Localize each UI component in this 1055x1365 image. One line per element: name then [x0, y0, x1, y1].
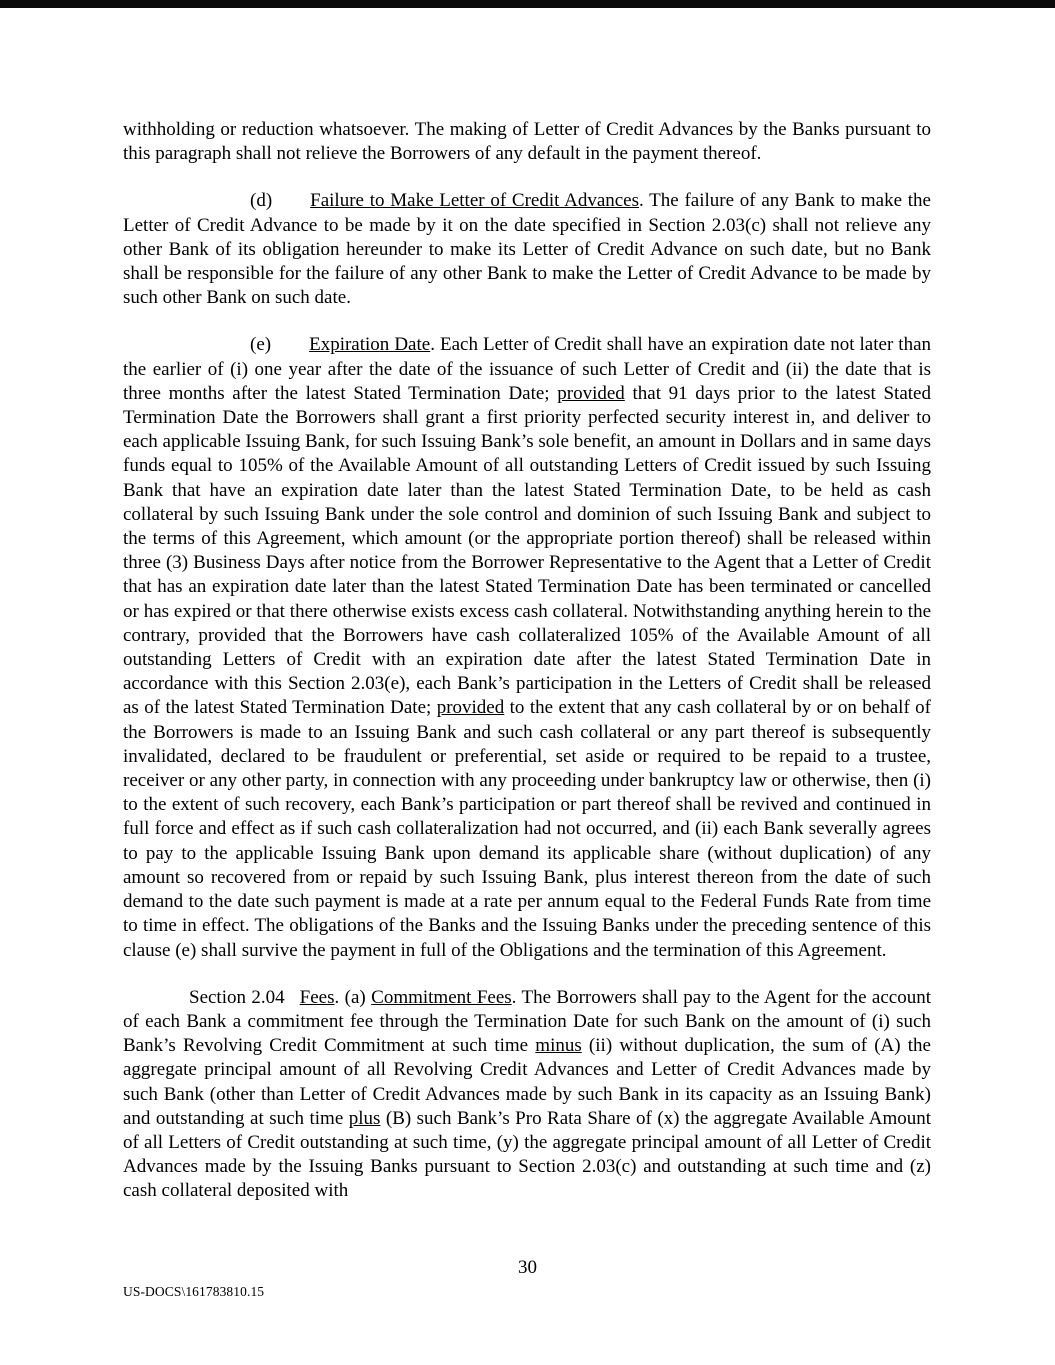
underlined-text-run: minus: [535, 1035, 582, 1057]
page-number: 30: [518, 1257, 537, 1278]
para-continuation: [123, 118, 931, 166]
text-run: Section 2.04: [189, 986, 285, 1008]
para-d-failure-to-make-loc-advances: [123, 189, 931, 310]
text-run: . (a): [334, 986, 372, 1008]
para-e-expiration-date: [123, 333, 931, 962]
page-top-edge: [0, 0, 1055, 8]
underlined-text-run: provided: [557, 382, 625, 404]
underlined-text-run: plus: [348, 1107, 381, 1129]
text-run: to the extent that any cash collateral by or on behalf of the Borrowers is made to an Issuing Bank and such cash collateral or any part thereof is subsequently invalidated, declared to be fraudulent or preferential, set aside or required to be repaid to a trustee, receiver or any other party, in connection with any proceeding under bankruptcy law or otherwise, then (i) to the extent of such recovery, each Bank’s participation or part thereof shall be revived and continued in full force and effect as if such cash collateralization had not occurred, and (ii) each Bank severally agrees to pay to the applicable Issuing Bank upon demand its applicable share (without duplication) of any amount so recovered from or repaid by such Issuing Bank, plus interest thereon from the date of such demand to the date such payment is made at a rate per annum equal to the Federal Funds Rate from time to time in effect. The obligations of the Banks and the Issuing Banks under the preceding sentence of this clause (e) shall survive the payment in full of the Obligations and the termination of this Agreement.: [123, 697, 931, 961]
underlined-text-run: Expiration Date: [309, 334, 431, 356]
text-run: (ii) without duplication, the sum of (A) the aggregate principal amount of all Revolving Credit Advances and Letter of Credit Advances made by such Bank (other than Letter of Credit Advances made by such Bank in its capacity as an Issuing Bank) and outstanding at such time: [123, 1035, 931, 1129]
text-run: (B) such Bank’s Pro Rata Share of (x) the aggregate Available Amount of all Letters of Credit outstanding at such time, (y) the aggregate principal amount of all Letter of Credit Advances made by the Issuing Banks pursuant to Section 2.03(c) and outstanding at such time and (z) cash collateral deposited with: [123, 1107, 931, 1202]
text-run: . The failure of any Bank to make the Letter of Credit Advance to be made by it on the date specified in Section 2.03(c) shall not relieve any other Bank of its obligation hereunder to make its Letter of Credit Advance on such date, but no Bank shall be responsible for the failure of any other Bank to make the Letter of Credit Advance to be made by such other Bank on such date.: [123, 190, 931, 309]
document-body: [123, 118, 931, 1227]
text-run: that 91 days prior to the latest Stated Termination Date the Borrowers shall grant a first priority perfected security interest in, and deliver to each applicable Issuing Bank, for such Issuing Bank’s sole benefit, an amount in Dollars and in same days funds equal to 105% of the Available Amount of all outstanding Letters of Credit issued by such Issuing Bank that have an expiration date later than the latest Stated Termination Date, to be held as cash collateral by such Issuing Bank under the sole control and dominion of such Issuing Bank and subject to the terms of this Agreement, which amount (or the appropriate portion thereof) shall be released within three (3) Business Days after notice from the Borrower Representative to the Agent that a Letter of Credit that has an expiration date later than the latest Stated Termination Date has been terminated or cancelled or has expired or that there otherwise exists excess cash collateral. Notwithstanding anything herein to the contrary, provided that the Borrowers have cash collateralized 105% of the Available Amount of all outstanding Letters of Credit with an expiration date after the latest Stated Termination Date in accordance with this Section 2.03(e), each Bank’s participation in the Letters of Credit shall be released as of the latest Stated Termination Date;: [123, 382, 931, 719]
underlined-text-run: Fees: [299, 986, 335, 1008]
underlined-text-run: Failure to Make Letter of Credit Advances: [310, 190, 640, 212]
text-run: (e): [250, 334, 272, 356]
underlined-text-run: provided: [436, 697, 505, 719]
text-run: . The Borrowers shall pay to the Agent for the account of each Bank a commitment fee through the Termination Date for such Bank on the amount of (i) such Bank’s Revolving Credit Commitment at such time: [123, 986, 931, 1057]
document-id-footer: US-DOCS\161783810.15: [123, 1284, 265, 1299]
text-run: (d): [250, 190, 273, 212]
underlined-text-run: Commitment Fees: [371, 986, 512, 1008]
para-section-2-04-fees: [123, 986, 931, 1204]
text-run: withholding or reduction whatsoever. The making of Letter of Credit Advances by the Banks pursuant to this paragraph shall not relieve the Borrowers of any default in the payment thereof.: [123, 119, 931, 165]
text-run: . Each Letter of Credit shall have an expiration date not later than the earlier of (i) one year after the date of the issuance of such Letter of Credit and (ii) the date that is three months after the latest Stated Termination Date;: [123, 334, 932, 404]
